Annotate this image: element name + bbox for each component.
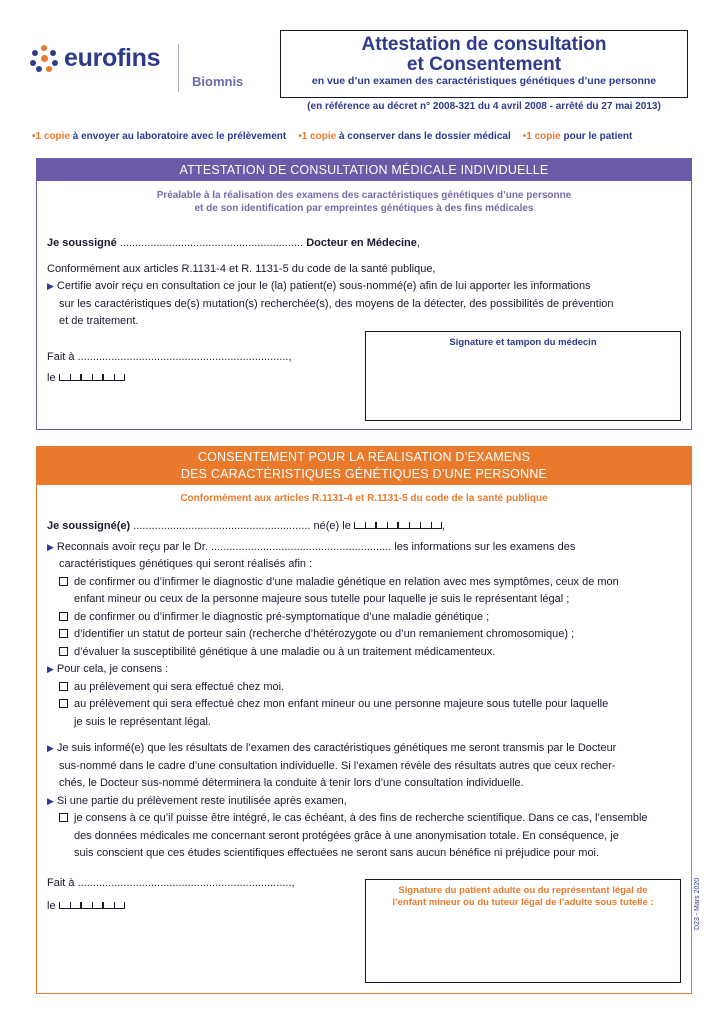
consent-options: au prélèvement qui sera effectué chez moi. au prélèvement qui sera effectué chez mon enfant mineur ou une personne majeure sous tutelle pour laquelle je suis le représentant légal. — [47, 679, 687, 732]
title-line-3: en vue d’un examen des caractéristiques génétiques d’une personne — [311, 75, 657, 87]
consent-section — [36, 446, 692, 994]
place-field[interactable]: Fait à ......................................................................, — [47, 877, 295, 889]
copy-item: •1 copie à conserver dans le dossier médical — [298, 131, 511, 142]
title-box — [280, 30, 688, 98]
research-option[interactable]: je consens à ce qu’il puisse être intégré, le cas échéant, à des fins de recherche scientifique. Dans ce cas, l’ensemble — [59, 810, 687, 828]
reconnais-text: ▶ Reconnais avoir reçu par le Dr. ........................................................... les informations sur les examens des caractéristiques génétiques qui seront réalisés afin : — [47, 540, 576, 570]
title-line-1: Attestation de consultation — [361, 34, 607, 55]
consent-option[interactable]: au prélèvement qui sera effectué chez mon enfant mineur ou une personne majeure sous tutelle pour laquelle — [59, 696, 687, 714]
date-boxes[interactable] — [59, 898, 125, 909]
purpose-options: de confirmer ou d’infirmer le diagnostic d’une maladie génétique en relation avec mes symptômes, ceux de mon enfant mineur ou ceux de la personne majeure sous tutelle pour laquelle je suis le représentant légal ; de confirmer ou d’infirmer le diagnostic pré-symptomatique d’une maladie génétique ; d’identifier un statut de porteur sain (recherche d’hétérozygote ou d’un remaniement chromosomique) ; d’évaluer la susceptibilité génétique à une maladie ou à un traitement médicamenteux. — [47, 574, 687, 662]
section1-subtitle: Préalable à la réalisation des examens des caractéristiques génétiques d’une personne et de son identification par empreintes génétiques à des fins médicales — [156, 190, 572, 214]
checkbox-icon[interactable] — [59, 682, 68, 691]
consent-text: ▶ Pour cela, je consens : — [47, 663, 169, 675]
medical-attestation-section — [36, 158, 692, 430]
checkbox-icon[interactable] — [59, 577, 68, 586]
copy-item: •1 copie à envoyer au laboratoire avec le prélèvement — [32, 131, 287, 142]
research-consent: je consens à ce qu’il puisse être intégré, le cas échéant, à des fins de recherche scientifique. Dans ce cas, l’ensemble des données médicales me concernant seront protégées grâce à une anonymisation totale. En conséquence, je suis conscient que ces études scientifiques effectuées ne seront sans aucun bénéfice ni préjudice pour moi. — [47, 810, 687, 863]
informed-text: ▶ Je suis informé(e) que les résultats de l’examen des caractéristiques génétiques me seront transmis par le Docteur sus-nommé dans le cadre d’une consultation individuelle. Si l’examen révèle des résultats autres que ceux recher- chés, le Docteur sus-nommé déterminera la conduite à tenir lors d’une consultation individuelle. — [47, 742, 617, 789]
doctor-signature-label: Signature et tampon du médecin — [449, 337, 597, 348]
birthdate-boxes[interactable] — [354, 518, 442, 529]
arrow-right-icon: ▶ — [47, 281, 54, 291]
arrow-right-icon: ▶ — [47, 541, 54, 552]
patient-signature-box[interactable] — [365, 879, 681, 983]
doctor-signature-box[interactable] — [365, 331, 681, 421]
arrow-right-icon: ▶ — [47, 664, 54, 674]
eurofins-logo — [30, 44, 160, 73]
section2-heading: CONSENTEMENT POUR LA RÉALISATION D’EXAMENS DES CARACTÉRISTIQUES GÉNÉTIQUES D’UNE PERSONNE — [37, 447, 691, 485]
arrow-right-icon: ▶ — [47, 795, 54, 806]
logo-text: eurofins — [64, 44, 161, 72]
option-item[interactable]: de confirmer ou d’infirmer le diagnostic d’une maladie génétique en relation avec mes symptômes, ceux de mon — [59, 574, 687, 592]
option-item[interactable]: d’évaluer la susceptibilité génétique à une maladie ou à un traitement médicamenteux. — [59, 644, 687, 662]
date-field[interactable]: le — [47, 370, 357, 388]
division-name: Biomnis — [192, 74, 244, 89]
patient-signature-label: Signature du patient adulte ou du représentant légal de l’enfant mineur ou du tuteur légal de l’adulte sous tutelle : — [392, 885, 654, 908]
checkbox-icon[interactable] — [59, 699, 68, 708]
header-divider — [178, 44, 179, 92]
copy-item: •1 copie pour le patient — [522, 131, 633, 142]
checkbox-icon[interactable] — [59, 612, 68, 621]
document-code: D23 - Mars 2020 — [694, 877, 701, 930]
patient-name-field[interactable]: Je soussigné(e) .......................................................... né(e) le , — [47, 520, 445, 532]
date-boxes[interactable] — [59, 370, 125, 381]
date-field[interactable]: le — [47, 898, 357, 916]
consent-option[interactable]: au prélèvement qui sera effectué chez moi. — [59, 679, 687, 697]
section2-subtitle: Conformément aux articles R.1131-4 et R.1131-5 du code de la santé publique — [180, 493, 548, 504]
decree-reference: (en référence au décret n° 2008-321 du 4 avril 2008 - arrêté du 27 mai 2013) — [307, 101, 661, 112]
doctor-name-field[interactable]: Je soussigné ............................................................ Docteur en Médecine, — [47, 237, 420, 249]
arrow-right-icon: ▶ — [47, 743, 54, 753]
checkbox-icon[interactable] — [59, 813, 68, 822]
copies-instructions — [32, 131, 692, 142]
section1-heading: ATTESTATION DE CONSULTATION MÉDICALE INDIVIDUELLE — [37, 159, 691, 181]
title-line-2: et Consentement — [406, 54, 562, 75]
eurofins-logo-icon — [30, 45, 58, 73]
option-item[interactable]: de confirmer ou d’infirmer le diagnostic pré-symptomatique d’une maladie génétique ; — [59, 609, 687, 627]
option-item[interactable]: d’identifier un statut de porteur sain (recherche d’hétérozygote ou d’un remaniement chromosomique) ; — [59, 626, 687, 644]
unused-sample-text: ▶ Si une partie du prélèvement reste inutilisée après examen, — [47, 794, 347, 807]
checkbox-icon[interactable] — [59, 629, 68, 638]
conformity-text: Conformément aux articles R.1131-4 et R. 1131-5 du code de la santé publique, — [47, 262, 436, 275]
place-field[interactable]: Fait à ....................................................................., — [47, 351, 292, 363]
checkbox-icon[interactable] — [59, 647, 68, 656]
certify-text: ▶ Certifie avoir reçu en consultation ce jour le (la) patient(e) sous-nommé(e) afin de lui apporter les informations sur les caractéristiques de(s) mutation(s) recherchée(s), des moyens de la détecter, des possibilités de prévention et de traitement. — [47, 280, 614, 327]
